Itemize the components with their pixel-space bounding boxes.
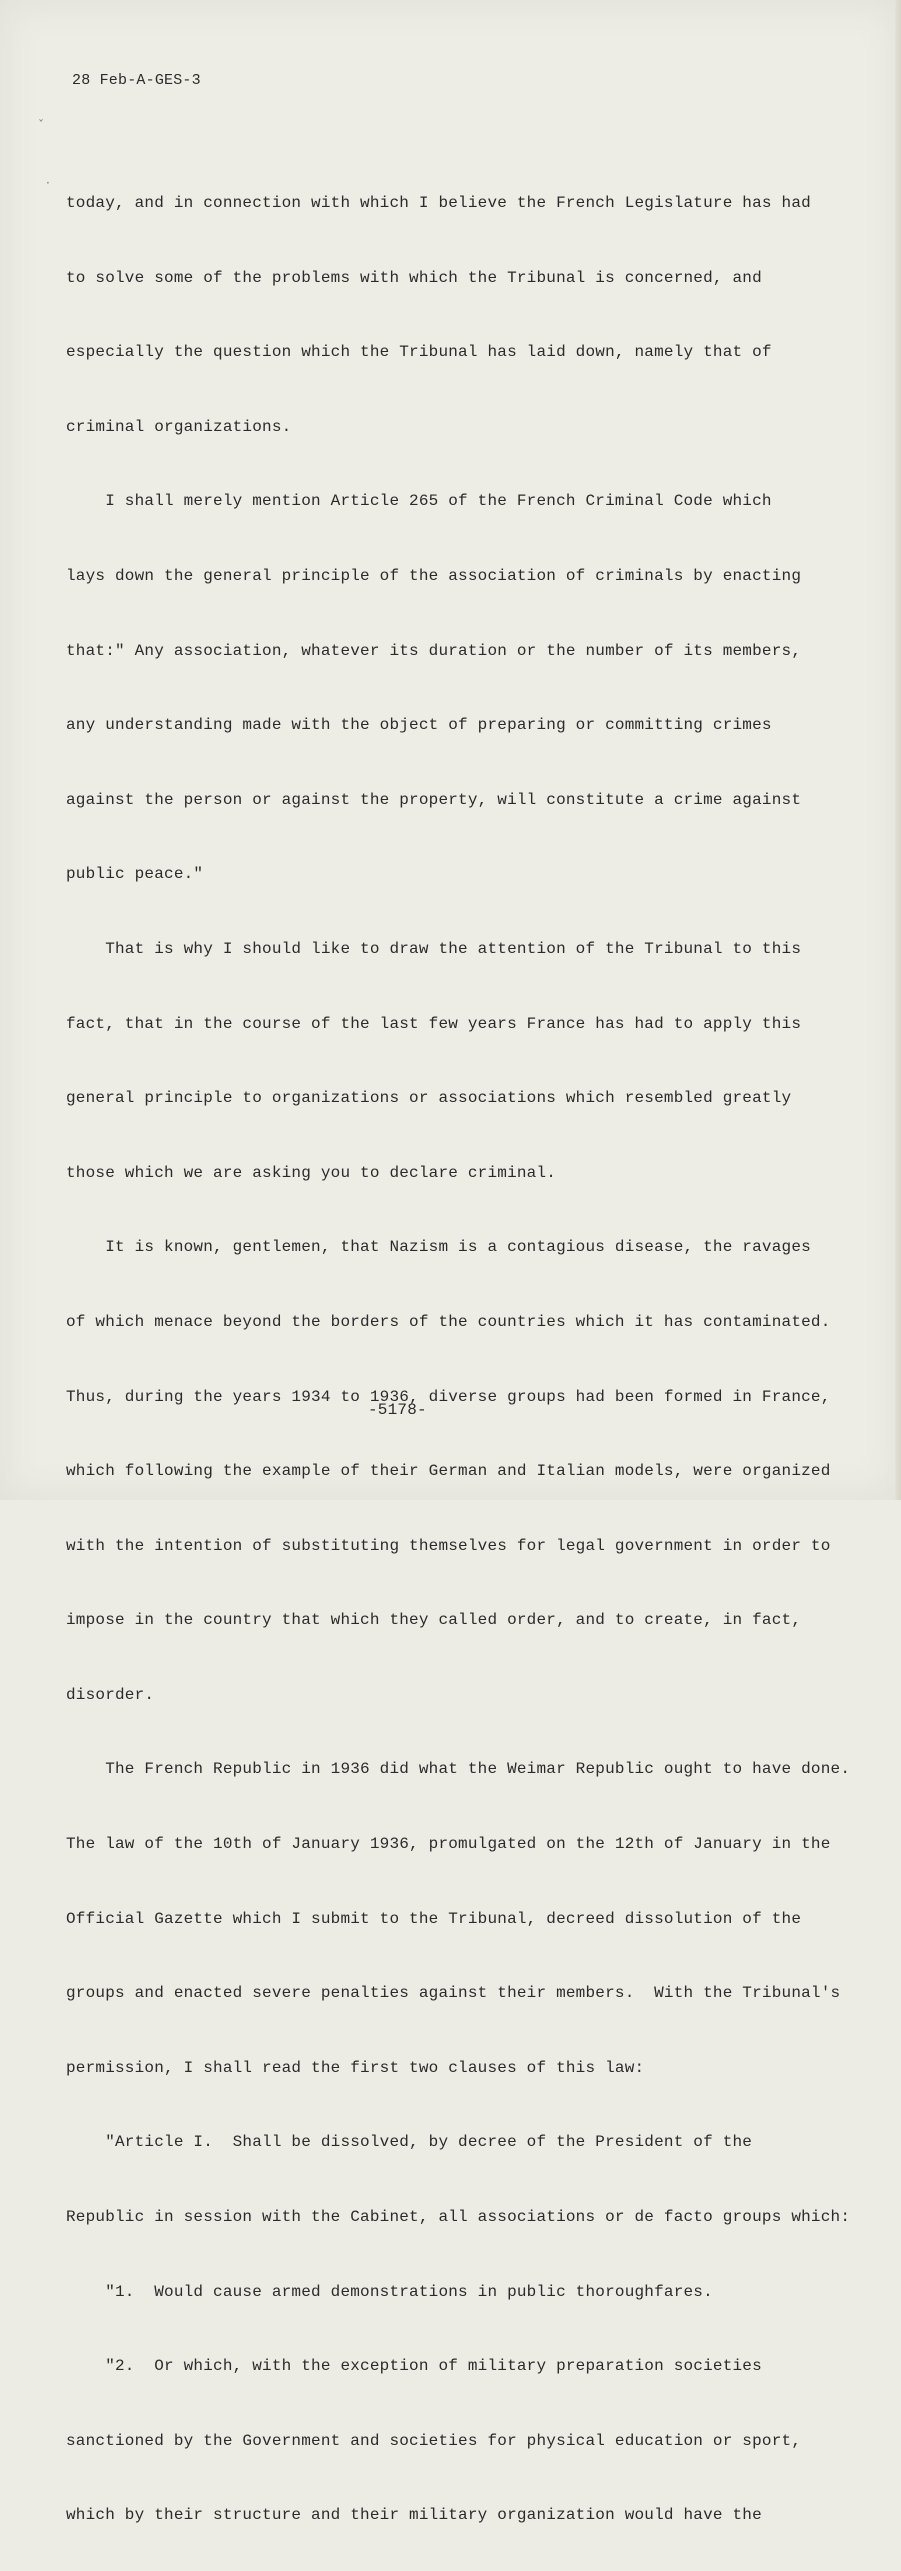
text-line: Thus, during the years 1934 to 1936, diverse groups had been formed in France, [66,1387,831,1406]
text-line: to solve some of the problems with which the Tribunal is concerned, and [66,268,762,287]
text-line: with the intention of substituting themselves for legal government in order to [66,1536,831,1555]
text-line: The French Republic in 1936 did what the Weimar Republic ought to have done. [66,1760,851,1779]
text-line: "2. Or which, with the exception of military preparation societies [66,2357,762,2376]
text-line: that:" Any association, whatever its duration or the number of its members, [66,641,802,660]
text-line: The law of the 10th of January 1936, promulgated on the 12th of January in the [66,1835,831,1854]
page-number: -5178- [368,1401,427,1419]
page-edge [895,0,901,1500]
text-line: which by their structure and their military organization would have the [66,2506,762,2525]
text-line: That is why I should like to draw the attention of the Tribunal to this [66,939,802,958]
text-line: lays down the general principle of the association of criminals by enacting [66,566,802,585]
text-line: Republic in session with the Cabinet, all associations or de facto groups which: [66,2208,851,2227]
margin-mark: ˇ [38,118,44,132]
text-line: general principle to organizations or associations which resembled greatly [66,1089,792,1108]
page-header: 28 Feb-A-GES-3 [72,72,201,89]
text-line: especially the question which the Tribunal has laid down, namely that of [66,343,772,362]
text-line: fact, that in the course of the last few years France has had to apply this [66,1014,802,1033]
text-line: any understanding made with the object of preparing or committing crimes [66,716,772,735]
text-line: I shall merely mention Article 265 of the French Criminal Code which [66,492,772,511]
text-line: disorder. [66,1685,155,1704]
text-line: impose in the country that which they called order, and to create, in fact, [66,1611,802,1630]
text-line: those which we are asking you to declare criminal. [66,1163,557,1182]
text-line: criminal organizations. [66,417,292,436]
text-line: against the person or against the property, will constitute a crime against [66,790,802,809]
text-line: sanctioned by the Government and societies for physical education or sport, [66,2431,802,2450]
text-line: of which menace beyond the borders of the countries which it has contaminated. [66,1312,831,1331]
text-line: groups and enacted severe penalties against their members. With the Tribunal's [66,1984,841,2003]
text-line: today, and in connection with which I believe the French Legislature has had [66,194,811,212]
text-line: "Article I. Shall be dissolved, by decree of the President of the [66,2133,753,2152]
text-line: permission, I shall read the first two clauses of this law: [66,2058,645,2077]
text-line: which following the example of their German and Italian models, were organized [66,1462,831,1481]
text-line: Official Gazette which I submit to the Tribunal, decreed dissolution of the [66,1909,802,1928]
margin-mark: · [46,176,50,190]
text-line: It is known, gentlemen, that Nazism is a contagious disease, the ravages [66,1238,811,1257]
text-line: "1. Would cause armed demonstrations in public thoroughfares. [66,2282,713,2301]
document-body [66,148,851,2571]
text-line: public peace." [66,865,204,884]
